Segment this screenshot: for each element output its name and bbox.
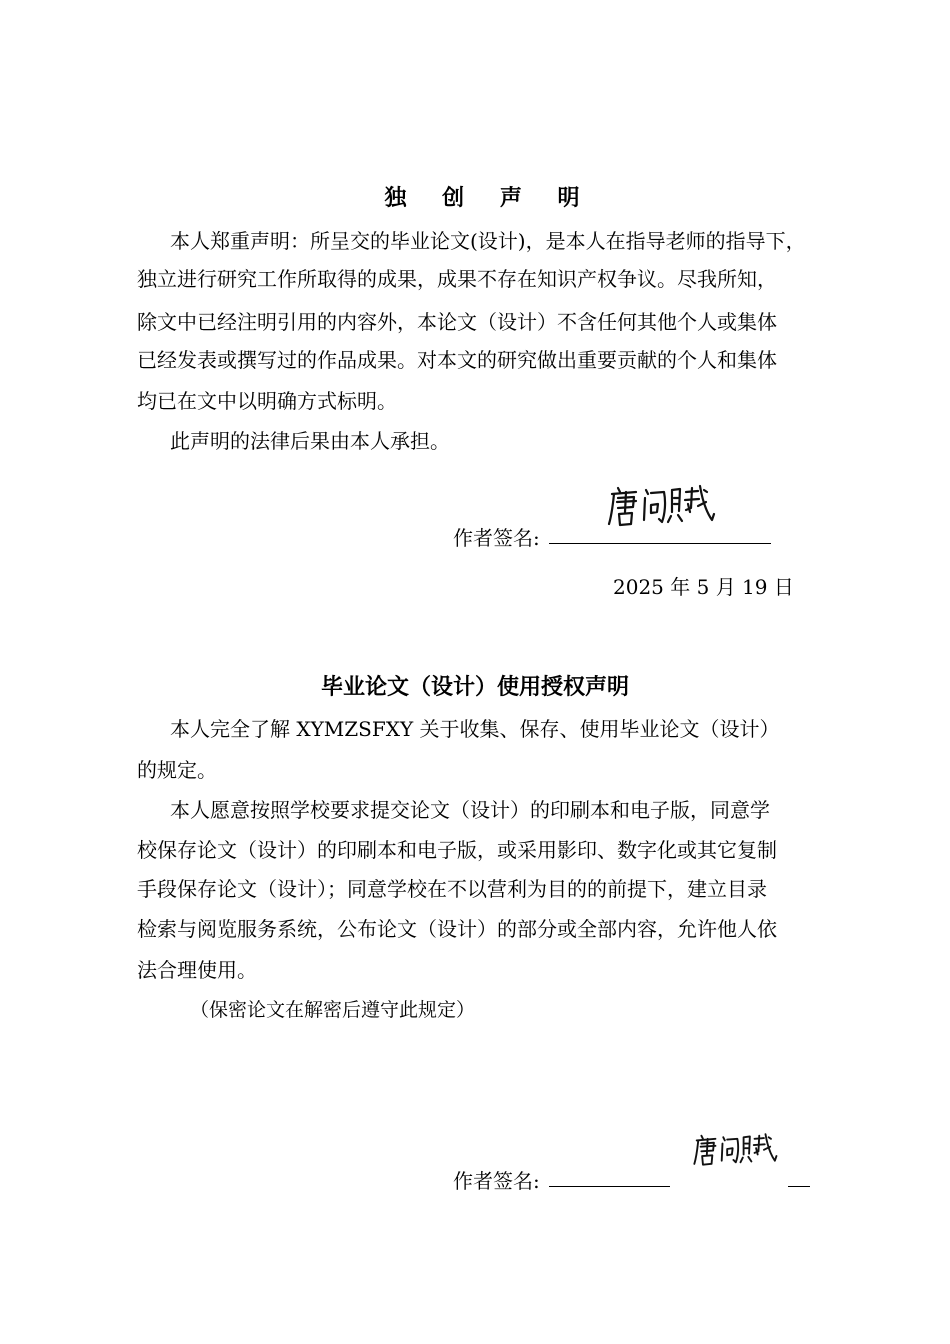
signature-line-2a bbox=[549, 1163, 670, 1187]
signature-label-2: 作者签名: bbox=[453, 1169, 540, 1193]
authorization-p1-line-2: 的规定。 bbox=[137, 758, 217, 782]
authorization-p2-line-5: 法合理使用。 bbox=[137, 958, 257, 982]
signature-line-2b bbox=[788, 1163, 810, 1187]
declaration-line-1: 本人郑重声明：所呈交的毕业论文(设计)，是本人在指导老师的指导下， bbox=[170, 229, 806, 253]
authorization-p2-line-3: 手段保存论文（设计）；同意学校在不以营利为目的的前提下，建立目录 bbox=[137, 877, 767, 901]
declaration-date: 2025 年 5 月 19 日 bbox=[613, 575, 794, 599]
confidential-note: （保密论文在解密后遵守此规定） bbox=[190, 999, 476, 1021]
declaration-title: 独 创 声 明 bbox=[384, 186, 594, 211]
liability-statement: 此声明的法律后果由本人承担。 bbox=[170, 429, 450, 453]
authorization-p1-line-1: 本人完全了解 XYMZSFXY 关于收集、保存、使用毕业论文（设计） bbox=[170, 717, 780, 741]
declaration-line-3: 除文中已经注明引用的内容外，本论文（设计）不含任何其他个人或集体 bbox=[137, 310, 777, 334]
declaration-line-2: 独立进行研究工作所取得的成果，成果不存在知识产权争议。尽我所知， bbox=[137, 267, 777, 291]
authorization-p2-line-4: 检索与阅览服务系统，公布论文（设计）的部分或全部内容，允许他人依 bbox=[137, 917, 777, 941]
authorization-p2-line-2: 校保存论文（设计）的印刷本和电子版，或采用影印、数字化或其它复制 bbox=[137, 838, 777, 862]
authorization-p2-line-1: 本人愿意按照学校要求提交论文（设计）的印刷本和电子版，同意学 bbox=[170, 798, 770, 822]
declaration-line-5: 均已在文中以明确方式标明。 bbox=[137, 389, 397, 413]
authorization-title: 毕业论文（设计）使用授权声明 bbox=[320, 675, 629, 700]
declaration-line-4: 已经发表或撰写过的作品成果。对本文的研究做出重要贡献的个人和集体 bbox=[137, 348, 777, 372]
signature-label-1: 作者签名: bbox=[453, 526, 540, 550]
signature-line-1 bbox=[549, 520, 771, 544]
handwritten-signature-2 bbox=[692, 1128, 778, 1170]
